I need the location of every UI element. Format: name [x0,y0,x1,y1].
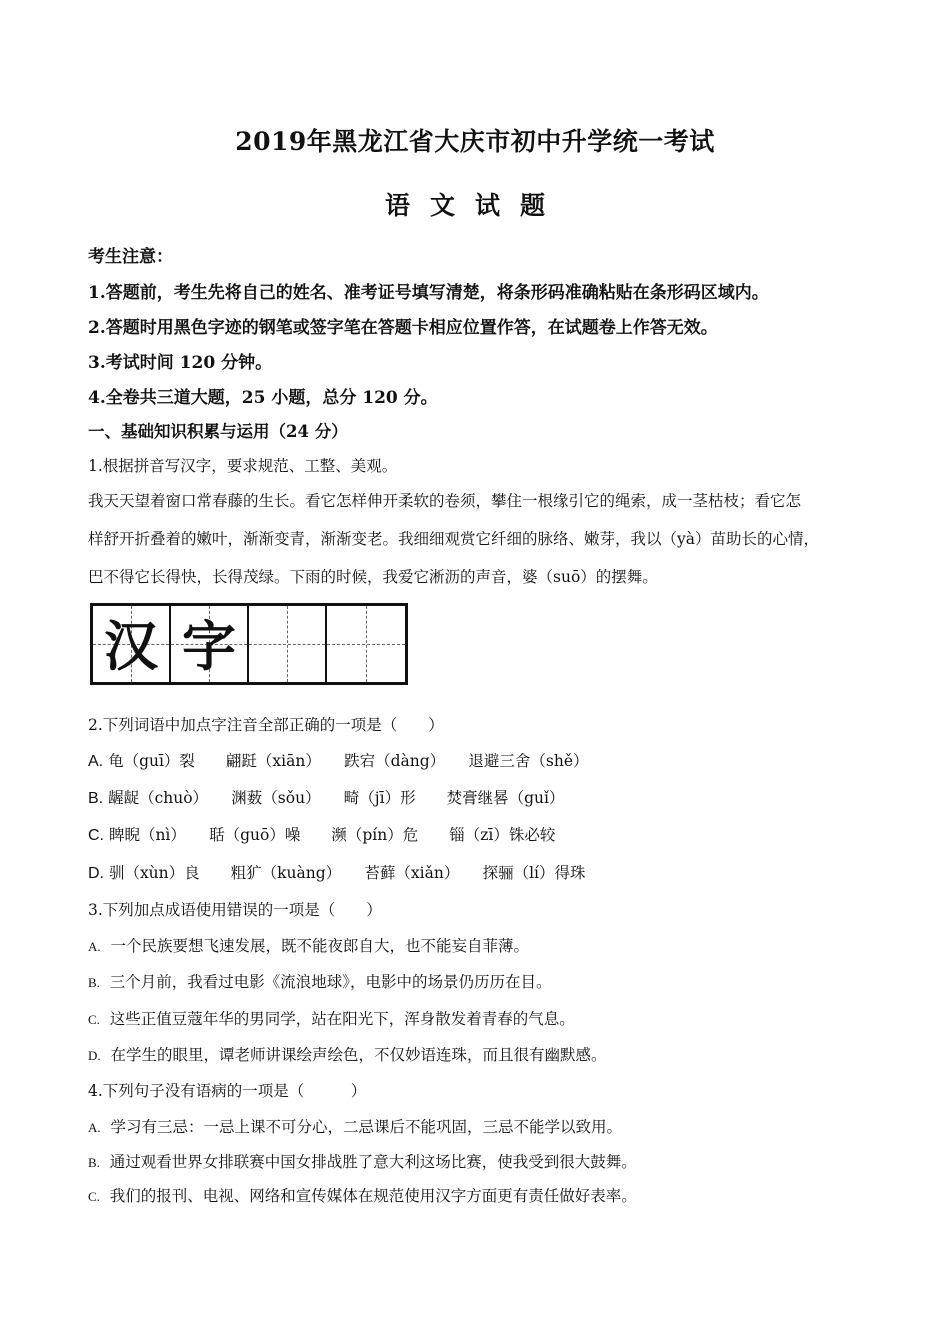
question-1-passage-line-3: 巴不得它长得快，长得茂绿。下雨的时候，我爱它淅沥的声音，婆（suō）的摆舞。 [88,568,658,586]
exam-subtitle: 语文试题 [384,191,565,220]
question-4-option-a [88,1115,622,1137]
question-3-stem: 3.下列加点成语使用错误的一项是（ ） [88,901,382,919]
question-3-option-b [88,970,552,992]
question-4-option-b [88,1150,637,1172]
option-text: 龌龊（chuò） 渊薮（sǒu） 畸（jī）形 焚膏继晷（guǐ） [108,789,565,807]
question-1-stem: 1.根据拼音写汉字，要求规范、工整、美观。 [88,457,398,475]
grid-cell [171,606,249,682]
question-2-option-a [88,749,589,771]
question-4-option-c [88,1184,637,1206]
grid-cell [249,606,327,682]
question-2-option-b [88,786,564,808]
option-letter: B. [88,1155,100,1170]
question-3-option-d [88,1043,607,1065]
option-letter: A. [88,939,101,954]
option-letter: B. [88,790,104,807]
question-3-option-a [88,934,529,956]
question-2-option-c [88,823,555,845]
grid-char: 汉 [104,614,158,678]
notice-item-2: 2.答题时用黑色字迹的钢笔或签字笔在答题卡相应位置作答，在试题卷上作答无效。 [88,318,718,338]
option-text: 一个民族要想飞速发展，既不能夜郎自大，也不能妄自菲薄。 [110,937,530,955]
grid-cell [93,606,171,682]
question-3-option-c [88,1007,575,1029]
question-4-stem: 4.下列句子没有语病的一项是（ ） [88,1082,367,1100]
notice-heading: 考生注意： [88,247,173,267]
question-1-passage-line-2: 样舒开折叠着的嫩叶，渐渐变青，渐渐变老。我细细观赏它纤细的脉络、嫩芽，我以（yà）苗助长的心情， [88,530,820,548]
writing-grid [90,603,408,685]
option-text: 在学生的眼里，谭老师讲课绘声绘色，不仅妙语连珠，而且很有幽默感。 [110,1046,607,1064]
option-text: 我们的报刊、电视、网络和宣传媒体在规范使用汉字方面更有责任做好表率。 [109,1187,637,1205]
grid-char: 字 [182,614,237,678]
option-letter: A. [88,1120,101,1135]
option-text: 学习有三忌：一忌上课不可分心，二忌课后不能巩固，三忌不能学以致用。 [110,1118,623,1136]
section-heading: 一、基础知识积累与运用（24 分） [88,422,348,441]
option-letter: C. [88,827,104,844]
option-letter: B. [88,975,100,990]
question-1-passage-line-1: 我天天望着窗口常春藤的生长。看它怎样伸开柔软的卷须，攀住一根缘引它的绳索，成一茎枯枝；看它怎 [88,492,802,510]
option-text: 龟（guī）裂 翩跹（xiān） 跌宕（dàng） 退避三舍（shě） [108,752,589,770]
exam-title: 2019年黑龙江省大庆市初中升学统一考试 [235,127,715,156]
option-letter: D. [88,1048,101,1063]
notice-item-3: 3.考试时间 120 分钟。 [88,353,273,373]
option-text: 三个月前，我看过电影《流浪地球》，电影中的场景仍历历在目。 [109,973,552,991]
option-text: 睥睨（nì） 聒（guō）噪 濒（pín）危 锱（zī）铢必较 [108,826,556,844]
notice-item-1: 1.答题前，考生先将自己的姓名、准考证号填写清楚，将条形码准确粘贴在条形码区域内。 [88,283,769,303]
option-text: 这些正值豆蔻年华的男同学，站在阳光下，浑身散发着青春的气息。 [109,1010,575,1028]
option-letter: C. [88,1189,100,1204]
option-text: 驯（xùn）良 粗犷（kuàng） 苔藓（xiǎn） 探骊（lí）得珠 [108,864,586,882]
grid-cell [327,606,405,682]
option-letter: D. [88,865,104,882]
option-letter: C. [88,1012,100,1027]
option-text: 通过观看世界女排联赛中国女排战胜了意大利这场比赛，使我受到很大鼓舞。 [109,1153,637,1171]
question-2-option-d [88,861,586,883]
question-2-stem: 2.下列词语中加点字注音全部正确的一项是（ ） [88,716,444,734]
option-letter: A. [88,753,104,770]
notice-item-4: 4.全卷共三道大题，25 小题，总分 120 分。 [88,388,438,408]
